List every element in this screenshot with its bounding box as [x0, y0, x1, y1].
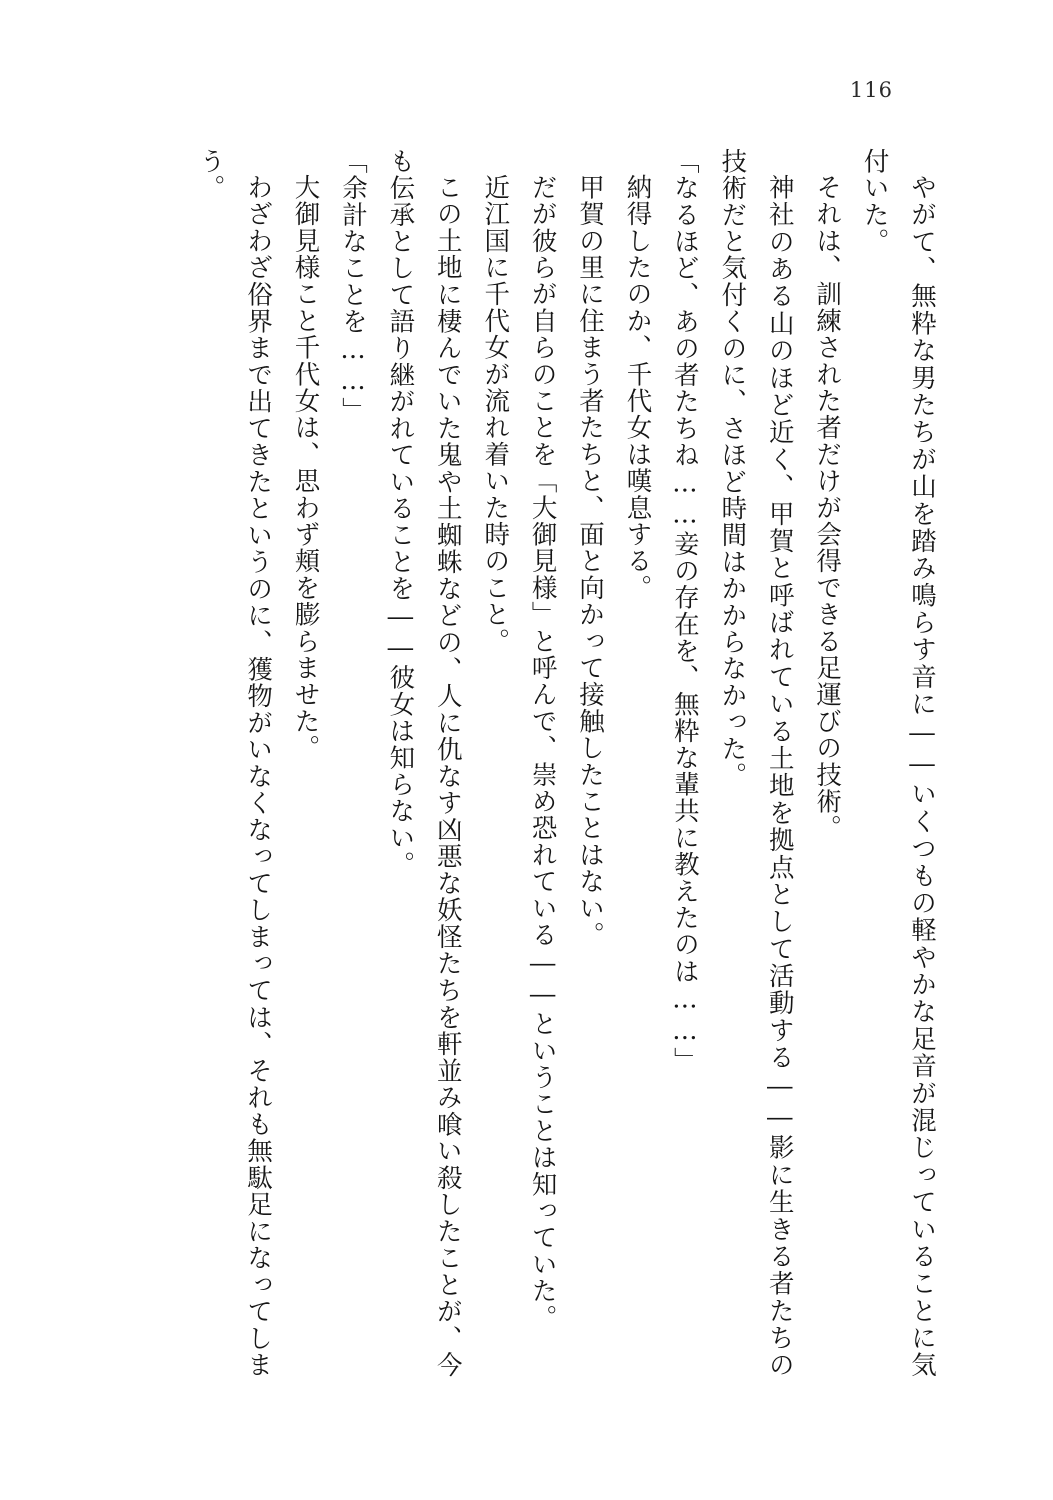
paragraph: この土地に棲んでいた鬼や土蜘蛛などの、人に仇なす凶悪な妖怪たちを軒並み喰い殺したことが、今も伝承として語り継がれていることを――彼女は知らない。 [385, 148, 463, 1378]
body-text [120, 148, 945, 1378]
paragraph: 「なるほど、あの者たちね……妾の存在を、無粋な輩共に教えたのは……」 [669, 148, 700, 1074]
paragraph: 「余計なことを……」 [337, 148, 368, 424]
paragraph: それは、訓練された者だけが会得できる足運びの技術。 [812, 173, 843, 841]
paragraph: 納得したのか、千代女は嘆息する。 [622, 173, 653, 601]
paragraph: 近江国に千代女が流れ着いた時のこと。 [480, 173, 511, 655]
paragraph: 大御見様こと千代女は、思わず頬を膨らませた。 [290, 173, 321, 761]
paragraph: やがて、無粋な男たちが山を踏み鳴らす音に――いくつもの軽やかな足音が混じっていることに気付いた。 [859, 148, 937, 1378]
paragraph: 甲賀の里に住まう者たちと、面と向かって接触したことはない。 [575, 173, 606, 948]
paragraph: 神社のある山のほど近く、甲賀と呼ばれている土地を拠点として活動する――影に生きる者たちの技術だと気付くのに、さほど時間はかからなかった。 [717, 148, 795, 1378]
paragraph: わざわざ俗界まで出てきたというのに、獲物がいなくなってしまっては、それも無駄足になってしまう。 [195, 148, 274, 1378]
page-number: 116 [849, 78, 893, 102]
paragraph: だが彼らが自らのことを「大御見様」と呼んで、崇め恐れている――ということは知っていた。 [527, 173, 558, 1331]
